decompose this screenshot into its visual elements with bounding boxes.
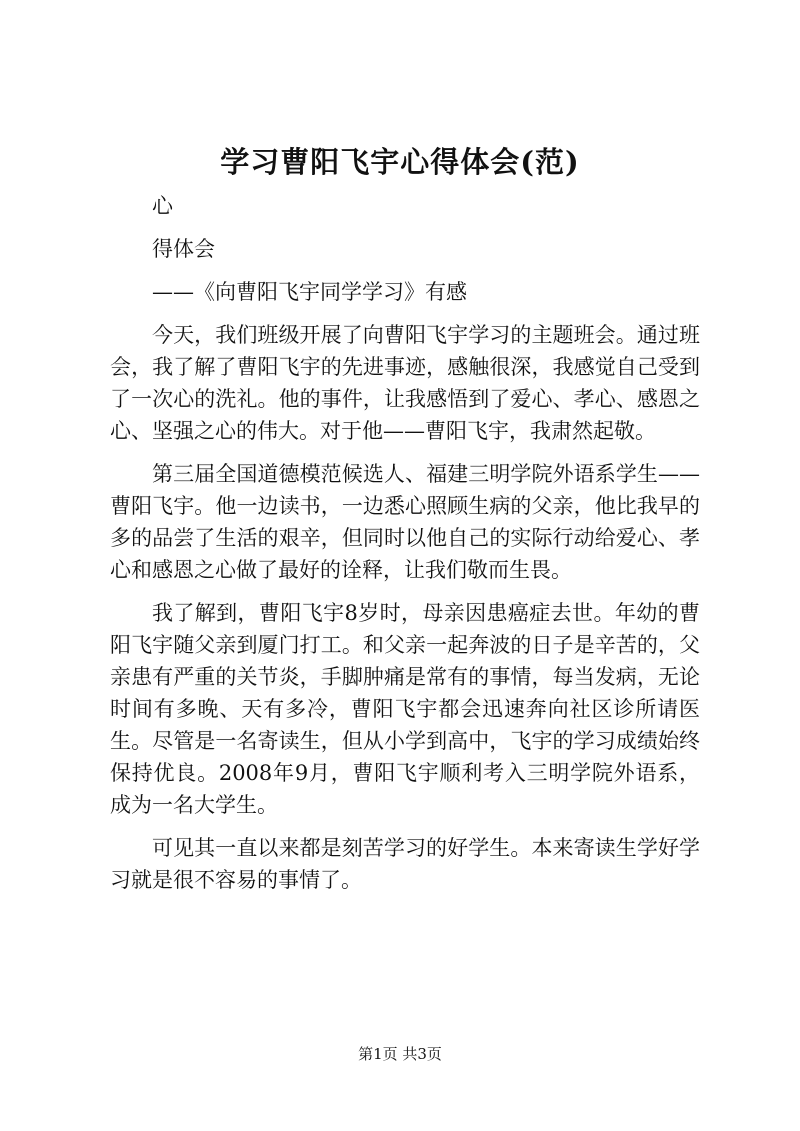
paragraph: 可见其一直以来都是刻苦学习的好学生。本来寄读生学好学习就是很不容易的事情了。 — [110, 836, 700, 892]
page-number: 第1页 共3页 — [358, 1045, 442, 1063]
paragraph: 第三届全国道德模范候选人、福建三明学院外语系学生——曹阳飞宇。他一边读书，一边悉心照顾生病的父亲，他比我早的多的品尝了生活的艰辛，但同时以他自己的实际行动给爱心、孝心和感恩之心做了最好的诠释，让我们敬而生畏。 — [110, 462, 700, 582]
paragraph: 我了解到，曹阳飞宇8岁时，母亲因患癌症去世。年幼的曹阳飞宇随父亲到厦门打工。和父亲一起奔波的日子是辛苦的，父亲患有严重的关节炎，手脚肿痛是常有的事情，每当发病，无论时间有多晚、天有多冷，曹阳飞宇都会迅速奔向社区诊所请医生。尽管是一名寄读生，但从小学到高中，飞宇的学习成绩始终保持优良。2008年9月，曹阳飞宇顺利考入三明学院外语系，成为一名大学生。 — [110, 601, 700, 817]
text-line: 得体会 — [152, 237, 215, 261]
text-line: 心 — [152, 194, 173, 218]
subtitle-line: ——《向曹阳飞宇同学学习》有感 — [152, 280, 467, 304]
paragraph: 今天，我们班级开展了向曹阳飞宇学习的主题班会。通过班会，我了解了曹阳飞宇的先进事迹，感触很深，我感觉自己受到了一次心的洗礼。他的事件，让我感悟到了爱心、孝心、感恩之心、坚强之心的伟大。对于他——曹阳飞宇，我肃然起敬。 — [110, 323, 700, 443]
document-body — [110, 190, 700, 896]
document-title: 学习曹阳飞宇心得体会(范) — [220, 145, 580, 179]
